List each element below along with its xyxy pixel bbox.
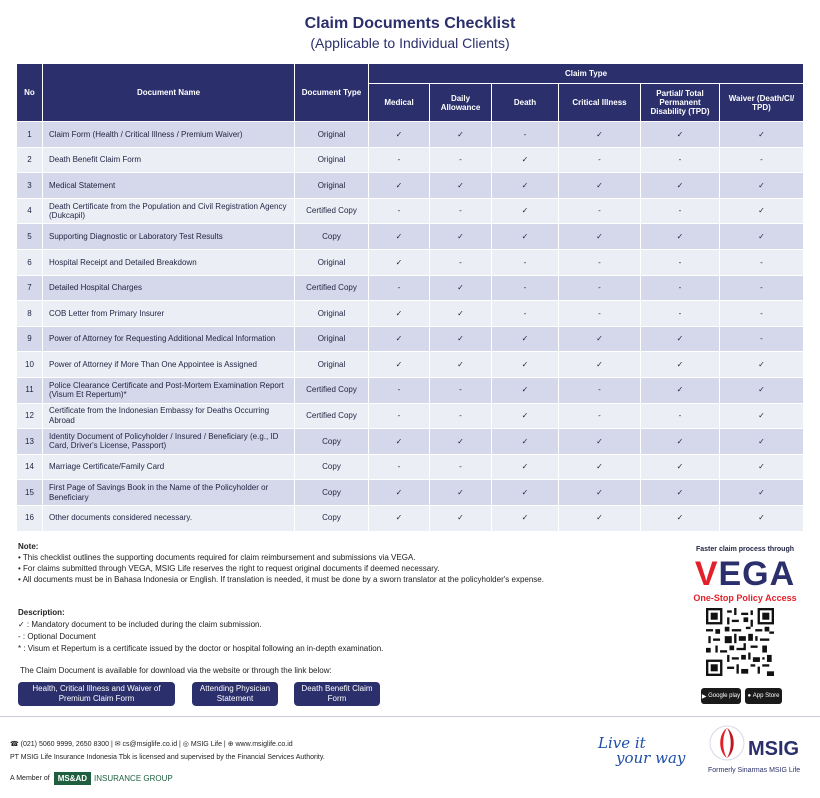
claim-mark: ✓ (641, 352, 720, 378)
claim-mark: - (492, 249, 559, 275)
document-type: Original (295, 352, 369, 378)
claim-mark: ✓ (641, 326, 720, 352)
note-item: • All documents must be in Bahasa Indonesia or English. If translation is needed, it must be done by a sworn translator at the policyholder's expense. (18, 575, 544, 584)
death-benefit-claim-form-button[interactable]: Death Benefit Claim Form (294, 682, 380, 706)
table-row (17, 377, 804, 403)
member-of: A Member of MS&AD INSURANCE GROUP (10, 774, 173, 783)
claim-mark: - (559, 198, 641, 224)
claim-mark: - (369, 275, 430, 301)
claim-mark: ✓ (430, 326, 492, 352)
claim-mark: - (492, 275, 559, 301)
document-type: Copy (295, 505, 369, 531)
row-number: 11 (17, 377, 43, 403)
claim-mark: ✓ (559, 326, 641, 352)
claim-mark: ✓ (430, 480, 492, 506)
apple-icon: ● (747, 693, 753, 699)
row-number: 1 (17, 122, 43, 148)
col-header-critical-illness: Critical Illness (559, 84, 641, 122)
row-number: 5 (17, 224, 43, 250)
claim-mark: ✓ (492, 326, 559, 352)
claim-mark: - (559, 301, 641, 327)
claim-mark: ✓ (492, 198, 559, 224)
document-name: Certificate from the Indonesian Embassy for Deaths Occurring Abroad (43, 403, 295, 429)
description-heading: Description: (18, 608, 65, 617)
table-row (17, 352, 804, 378)
table-row (17, 301, 804, 327)
claim-mark: - (559, 147, 641, 173)
insurance-group-label: INSURANCE GROUP (94, 774, 173, 783)
claim-mark: ✓ (492, 429, 559, 455)
claim-mark: ✓ (559, 352, 641, 378)
document-name: Detailed Hospital Charges (43, 275, 295, 301)
footer-divider (0, 716, 820, 717)
claim-mark: ✓ (369, 326, 430, 352)
claim-mark: ✓ (430, 429, 492, 455)
claim-mark: ✓ (720, 429, 804, 455)
claim-mark: ✓ (369, 505, 430, 531)
claim-mark: ✓ (369, 224, 430, 250)
row-number: 8 (17, 301, 43, 327)
app-store-badge[interactable]: ● App Store (745, 688, 782, 704)
row-number: 12 (17, 403, 43, 429)
claim-mark: ✓ (720, 173, 804, 199)
page-title (0, 14, 820, 53)
claim-mark: ✓ (492, 454, 559, 480)
description-item: - : Optional Document (18, 632, 96, 641)
col-header-no: No (17, 64, 43, 122)
claim-mark: ✓ (559, 429, 641, 455)
table-row (17, 198, 804, 224)
health-ci-waiver-claim-form-button[interactable]: Health, Critical Illness and Waiver of Premium Claim Form (18, 682, 175, 706)
claim-mark: - (430, 249, 492, 275)
document-name: Power of Attorney for Requesting Additional Medical Information (43, 326, 295, 352)
claim-mark: ✓ (492, 480, 559, 506)
vega-promo (680, 546, 810, 603)
claim-mark: - (720, 301, 804, 327)
claim-mark: ✓ (720, 198, 804, 224)
claim-mark: ✓ (492, 505, 559, 531)
table-body (17, 122, 804, 532)
claim-mark: ✓ (641, 429, 720, 455)
row-number: 2 (17, 147, 43, 173)
claim-mark: - (369, 147, 430, 173)
claim-mark: ✓ (430, 122, 492, 148)
table-row (17, 147, 804, 173)
table-row (17, 454, 804, 480)
document-type: Certified Copy (295, 403, 369, 429)
note-heading: Note: (18, 542, 39, 551)
claim-mark: - (492, 122, 559, 148)
qr-code-icon[interactable] (706, 608, 774, 676)
attending-physician-statement-button[interactable]: Attending Physician Statement (192, 682, 278, 706)
claim-mark: - (720, 326, 804, 352)
claim-mark: - (720, 147, 804, 173)
claim-mark: ✓ (369, 249, 430, 275)
document-name: Power of Attorney if More Than One Appointee is Assigned (43, 352, 295, 378)
claim-mark: ✓ (720, 403, 804, 429)
row-number: 16 (17, 505, 43, 531)
col-header-document-type: Document Type (295, 64, 369, 122)
document-name: Police Clearance Certificate and Post-Mortem Examination Report (Visum Et Repertum)* (43, 377, 295, 403)
claim-mark: ✓ (430, 224, 492, 250)
row-number: 6 (17, 249, 43, 275)
document-type: Certified Copy (295, 377, 369, 403)
claim-documents-table (16, 63, 804, 532)
claim-mark: - (559, 403, 641, 429)
claim-mark: - (641, 301, 720, 327)
description-item: ✓ : Mandatory document to be included during the claim submission. (18, 620, 262, 629)
claim-mark: ✓ (430, 301, 492, 327)
document-type: Copy (295, 454, 369, 480)
row-number: 9 (17, 326, 43, 352)
claim-mark: - (430, 403, 492, 429)
document-type: Original (295, 173, 369, 199)
claim-mark: ✓ (369, 173, 430, 199)
claim-mark: ✓ (369, 122, 430, 148)
claim-mark: - (430, 454, 492, 480)
claim-mark: ✓ (641, 454, 720, 480)
row-number: 3 (17, 173, 43, 199)
claim-mark: ✓ (720, 454, 804, 480)
table-row (17, 275, 804, 301)
claim-mark: - (369, 377, 430, 403)
document-type: Original (295, 326, 369, 352)
table-row (17, 505, 804, 531)
document-type: Copy (295, 480, 369, 506)
col-header-daily-allowance: Daily Allowance (430, 84, 492, 122)
claim-mark: ✓ (430, 173, 492, 199)
claim-mark: - (641, 249, 720, 275)
msig-wordmark: MSIG (748, 738, 800, 760)
claim-mark: ✓ (492, 173, 559, 199)
row-number: 7 (17, 275, 43, 301)
vega-subtitle: One-Stop Policy Access (693, 593, 797, 603)
contact-info: ☎ (021) 5060 9999, 2650 8300 | ✉ cs@msiglife.co.id | ◎ MSIG Life | ⊕ www.msiglife.co.id (10, 741, 293, 748)
document-type: Original (295, 147, 369, 173)
claim-mark: ✓ (720, 122, 804, 148)
claim-mark: ✓ (369, 301, 430, 327)
google-play-badge[interactable]: ▶ Google play (701, 688, 741, 704)
document-name: Death Benefit Claim Form (43, 147, 295, 173)
document-name: Marriage Certificate/Family Card (43, 454, 295, 480)
claim-mark: ✓ (430, 505, 492, 531)
row-number: 15 (17, 480, 43, 506)
document-name: Supporting Diagnostic or Laboratory Test Results (43, 224, 295, 250)
vega-logo: VEGA (694, 555, 796, 593)
claim-mark: ✓ (641, 505, 720, 531)
claim-mark: ✓ (492, 377, 559, 403)
note-section (18, 541, 618, 585)
document-name: Hospital Receipt and Detailed Breakdown (43, 249, 295, 275)
title-line-1: Claim Documents Checklist (304, 15, 516, 32)
title-line-2: (Applicable to Individual Clients) (310, 35, 510, 51)
document-type: Original (295, 249, 369, 275)
claim-mark: ✓ (641, 377, 720, 403)
description-section (18, 607, 618, 655)
msad-logo: MS&AD (54, 772, 91, 785)
vega-tagline: Faster claim process through (695, 546, 795, 553)
claim-mark: ✓ (492, 403, 559, 429)
document-type: Copy (295, 429, 369, 455)
document-name: Death Certificate from the Population and Civil Registration Agency (Dukcapil) (43, 198, 295, 224)
document-type: Original (295, 122, 369, 148)
claim-mark: ✓ (720, 480, 804, 506)
col-header-waiver: Waiver (Death/CI/ TPD) (720, 84, 804, 122)
slogan: Live it your way (598, 734, 686, 767)
document-name: Other documents considered necessary. (43, 505, 295, 531)
table-row (17, 173, 804, 199)
table-row (17, 403, 804, 429)
document-name: Claim Form (Health / Critical Illness / Premium Waiver) (43, 122, 295, 148)
claim-mark: ✓ (492, 147, 559, 173)
claim-mark: - (641, 198, 720, 224)
claim-mark: ✓ (559, 122, 641, 148)
msig-emblem-icon (708, 724, 746, 762)
claim-mark: ✓ (641, 173, 720, 199)
row-number: 10 (17, 352, 43, 378)
col-header-document-name: Document Name (43, 64, 295, 122)
download-text: The Claim Document is available for download via the website or through the link below: (20, 666, 332, 675)
claim-mark: ✓ (720, 377, 804, 403)
play-icon: ▶ (701, 693, 709, 700)
row-number: 13 (17, 429, 43, 455)
claim-mark: ✓ (492, 224, 559, 250)
claim-mark: ✓ (641, 480, 720, 506)
col-header-death: Death (492, 84, 559, 122)
row-number: 14 (17, 454, 43, 480)
claim-mark: ✓ (492, 352, 559, 378)
claim-mark: - (559, 377, 641, 403)
claim-mark: ✓ (559, 454, 641, 480)
table-row (17, 224, 804, 250)
col-header-medical: Medical (369, 84, 430, 122)
claim-mark: ✓ (559, 173, 641, 199)
claim-mark: ✓ (369, 480, 430, 506)
claim-mark: ✓ (720, 505, 804, 531)
claim-mark: ✓ (430, 275, 492, 301)
document-name: Medical Statement (43, 173, 295, 199)
claim-mark: - (430, 377, 492, 403)
document-name: Identity Document of Policyholder / Insured / Beneficiary (e.g., ID Card, Driver's License, Passport) (43, 429, 295, 455)
claim-mark: ✓ (369, 429, 430, 455)
document-type: Certified Copy (295, 275, 369, 301)
claim-mark: - (559, 275, 641, 301)
document-name: First Page of Savings Book in the Name of the Policyholder or Beneficiary (43, 480, 295, 506)
claim-mark: - (430, 198, 492, 224)
claim-mark: ✓ (369, 352, 430, 378)
claim-mark: - (369, 454, 430, 480)
row-number: 4 (17, 198, 43, 224)
formerly-text: Formerly Sinarmas MSIG Life (708, 767, 801, 774)
document-type: Original (295, 301, 369, 327)
claim-mark: ✓ (559, 224, 641, 250)
description-item: * : Visum et Repertum is a certificate issued by the doctor or hospital following an in-depth examination. (18, 644, 384, 653)
document-type: Certified Copy (295, 198, 369, 224)
col-header-tpd: Partial/ Total Permanent Disability (TPD) (641, 84, 720, 122)
claim-mark: ✓ (720, 224, 804, 250)
col-header-claim-type: Claim Type (369, 64, 804, 84)
claim-mark: ✓ (641, 122, 720, 148)
claim-mark: - (720, 275, 804, 301)
table-row (17, 480, 804, 506)
table-row (17, 429, 804, 455)
claim-mark: ✓ (559, 505, 641, 531)
claim-mark: - (369, 403, 430, 429)
table-row (17, 249, 804, 275)
claim-mark: - (369, 198, 430, 224)
document-name: COB Letter from Primary Insurer (43, 301, 295, 327)
claim-mark: ✓ (641, 224, 720, 250)
claim-mark: - (559, 249, 641, 275)
table-row (17, 326, 804, 352)
license-text: PT MSIG Life Insurance Indonesia Tbk is licensed and supervised by the Financial Services Authority. (10, 754, 325, 761)
note-item: • This checklist outlines the supporting documents required for claim reimbursement and submissions via VEGA. (18, 553, 416, 562)
claim-mark: - (641, 147, 720, 173)
claim-mark: ✓ (720, 352, 804, 378)
claim-mark: - (430, 147, 492, 173)
claim-mark: - (641, 275, 720, 301)
note-item: • For claims submitted through VEGA, MSIG Life reserves the right to request original documents if deemed necessary. (18, 564, 440, 573)
document-type: Copy (295, 224, 369, 250)
claim-mark: - (492, 301, 559, 327)
table-row (17, 122, 804, 148)
claim-mark: - (720, 249, 804, 275)
claim-mark: ✓ (559, 480, 641, 506)
claim-mark: - (641, 403, 720, 429)
claim-mark: ✓ (430, 352, 492, 378)
